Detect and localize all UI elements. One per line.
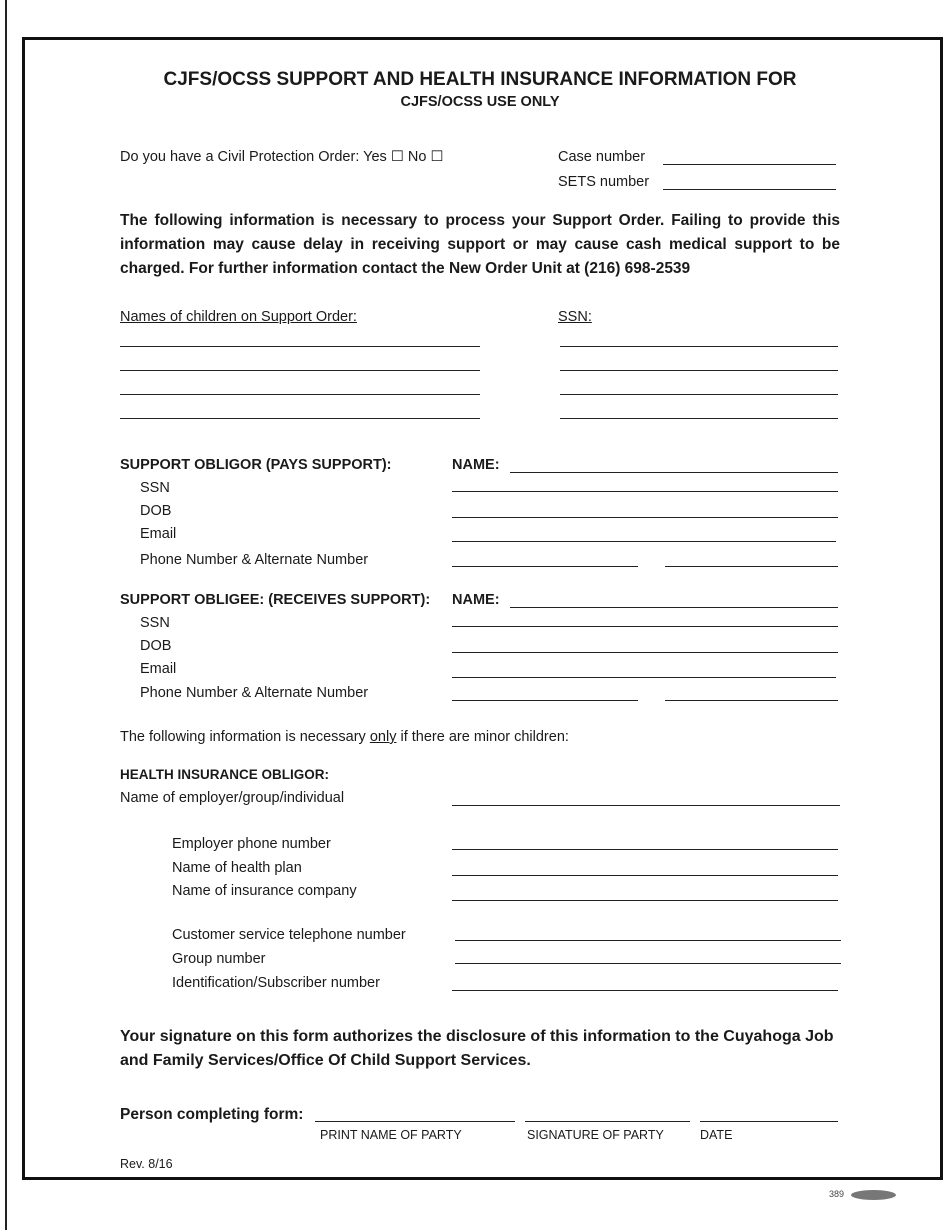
obligor-ssn-label: SSN — [140, 480, 170, 496]
revision-label: Rev. 8/16 — [120, 1157, 173, 1171]
child-name-field[interactable] — [120, 394, 480, 395]
cpo-no-checkbox[interactable]: ☐ — [430, 149, 444, 165]
signature-field[interactable] — [525, 1121, 690, 1122]
obligor-dob-label: DOB — [140, 503, 172, 519]
obligor-name-label: NAME: — [452, 457, 500, 473]
obligee-dob-field[interactable] — [452, 652, 838, 653]
child-name-field[interactable] — [120, 346, 480, 347]
obligor-alt-phone-field[interactable] — [665, 566, 838, 567]
group-number-label: Group number — [172, 951, 266, 967]
child-ssn-field[interactable] — [560, 394, 838, 395]
case-number-label: Case number — [558, 149, 646, 165]
employer-field[interactable] — [452, 805, 840, 806]
printer-mark: 389 — [829, 1189, 896, 1200]
obligee-phone-field[interactable] — [452, 700, 638, 701]
children-ssn-label: SSN: — [558, 309, 592, 325]
subscriber-number-label: Identification/Subscriber number — [172, 975, 380, 991]
obligee-name-label: NAME: — [452, 592, 500, 608]
health-plan-label: Name of health plan — [172, 860, 302, 876]
date-field[interactable] — [700, 1121, 838, 1122]
group-number-field[interactable] — [455, 963, 841, 964]
child-name-field[interactable] — [120, 370, 480, 371]
obligor-ssn-field[interactable] — [452, 491, 838, 492]
customer-service-label: Customer service telephone number — [172, 927, 406, 943]
obligor-name-field[interactable] — [510, 472, 838, 473]
obligor-phone-field[interactable] — [452, 566, 638, 567]
employer-label: Name of employer/group/individual — [120, 790, 345, 806]
employer-phone-field[interactable] — [452, 849, 838, 850]
child-name-field[interactable] — [120, 418, 480, 419]
employer-phone-label: Employer phone number — [172, 836, 331, 852]
obligee-heading: SUPPORT OBLIGEE: (RECEIVES SUPPORT): — [120, 592, 431, 608]
children-names-label: Names of children on Support Order: — [120, 309, 357, 325]
customer-service-field[interactable] — [455, 940, 841, 941]
health-plan-field[interactable] — [452, 875, 838, 876]
insurance-company-field[interactable] — [452, 900, 838, 901]
obligee-ssn-label: SSN — [140, 615, 170, 631]
cpo-question: Do you have a Civil Protection Order: Yes ☐ No ☐ — [120, 149, 444, 165]
date-caption: DATE — [700, 1128, 733, 1142]
signature-notice: Your signature on this form authorizes the disclosure of this information to the Cuyahoga Job and Family Services/Office Of Child Support Services. — [120, 1028, 834, 1069]
person-completing-label: Person completing form: — [120, 1106, 304, 1123]
insurance-company-label: Name of insurance company — [172, 883, 357, 899]
obligor-dob-field[interactable] — [452, 517, 838, 518]
sets-number-label: SETS number — [558, 174, 650, 190]
obligee-phone-label: Phone Number & Alternate Number — [140, 685, 369, 701]
obligor-phone-label: Phone Number & Alternate Number — [140, 552, 369, 568]
page-edge-line — [5, 0, 7, 1230]
print-name-caption: PRINT NAME OF PARTY — [320, 1128, 462, 1142]
cpo-yes-checkbox[interactable]: ☐ — [390, 149, 404, 165]
child-ssn-field[interactable] — [560, 370, 838, 371]
obligor-email-label: Email — [140, 526, 177, 542]
obligee-dob-label: DOB — [140, 638, 172, 654]
obligee-ssn-field[interactable] — [452, 626, 838, 627]
obligor-heading: SUPPORT OBLIGOR (PAYS SUPPORT): — [120, 457, 392, 473]
health-heading: HEALTH INSURANCE OBLIGOR: — [120, 767, 329, 782]
subscriber-number-field[interactable] — [452, 990, 838, 991]
form-subtitle: CJFS/OCSS USE ONLY — [400, 94, 560, 110]
child-ssn-field[interactable] — [560, 346, 838, 347]
obligor-email-field[interactable] — [452, 541, 836, 542]
sets-number-field[interactable] — [663, 189, 836, 190]
obligee-name-field[interactable] — [510, 607, 838, 608]
obligee-email-label: Email — [140, 661, 177, 677]
obligee-alt-phone-field[interactable] — [665, 700, 838, 701]
print-name-field[interactable] — [315, 1121, 515, 1122]
minor-children-note: The following information is necessary only if there are minor children: — [120, 729, 569, 745]
child-ssn-field[interactable] — [560, 418, 838, 419]
case-number-field[interactable] — [663, 164, 836, 165]
union-bug-logo — [851, 1190, 896, 1200]
obligee-email-field[interactable] — [452, 677, 836, 678]
notice-paragraph: The following information is necessary to process your Support Order. Failing to provide this information may cause delay in receiving support or may cause cash medical support to be charged. For further information contact the New Order Unit at (216) 698-2539 — [120, 212, 840, 277]
form-title: CJFS/OCSS SUPPORT AND HEALTH INSURANCE INFORMATION FOR — [163, 69, 797, 90]
signature-caption: SIGNATURE OF PARTY — [527, 1128, 664, 1142]
